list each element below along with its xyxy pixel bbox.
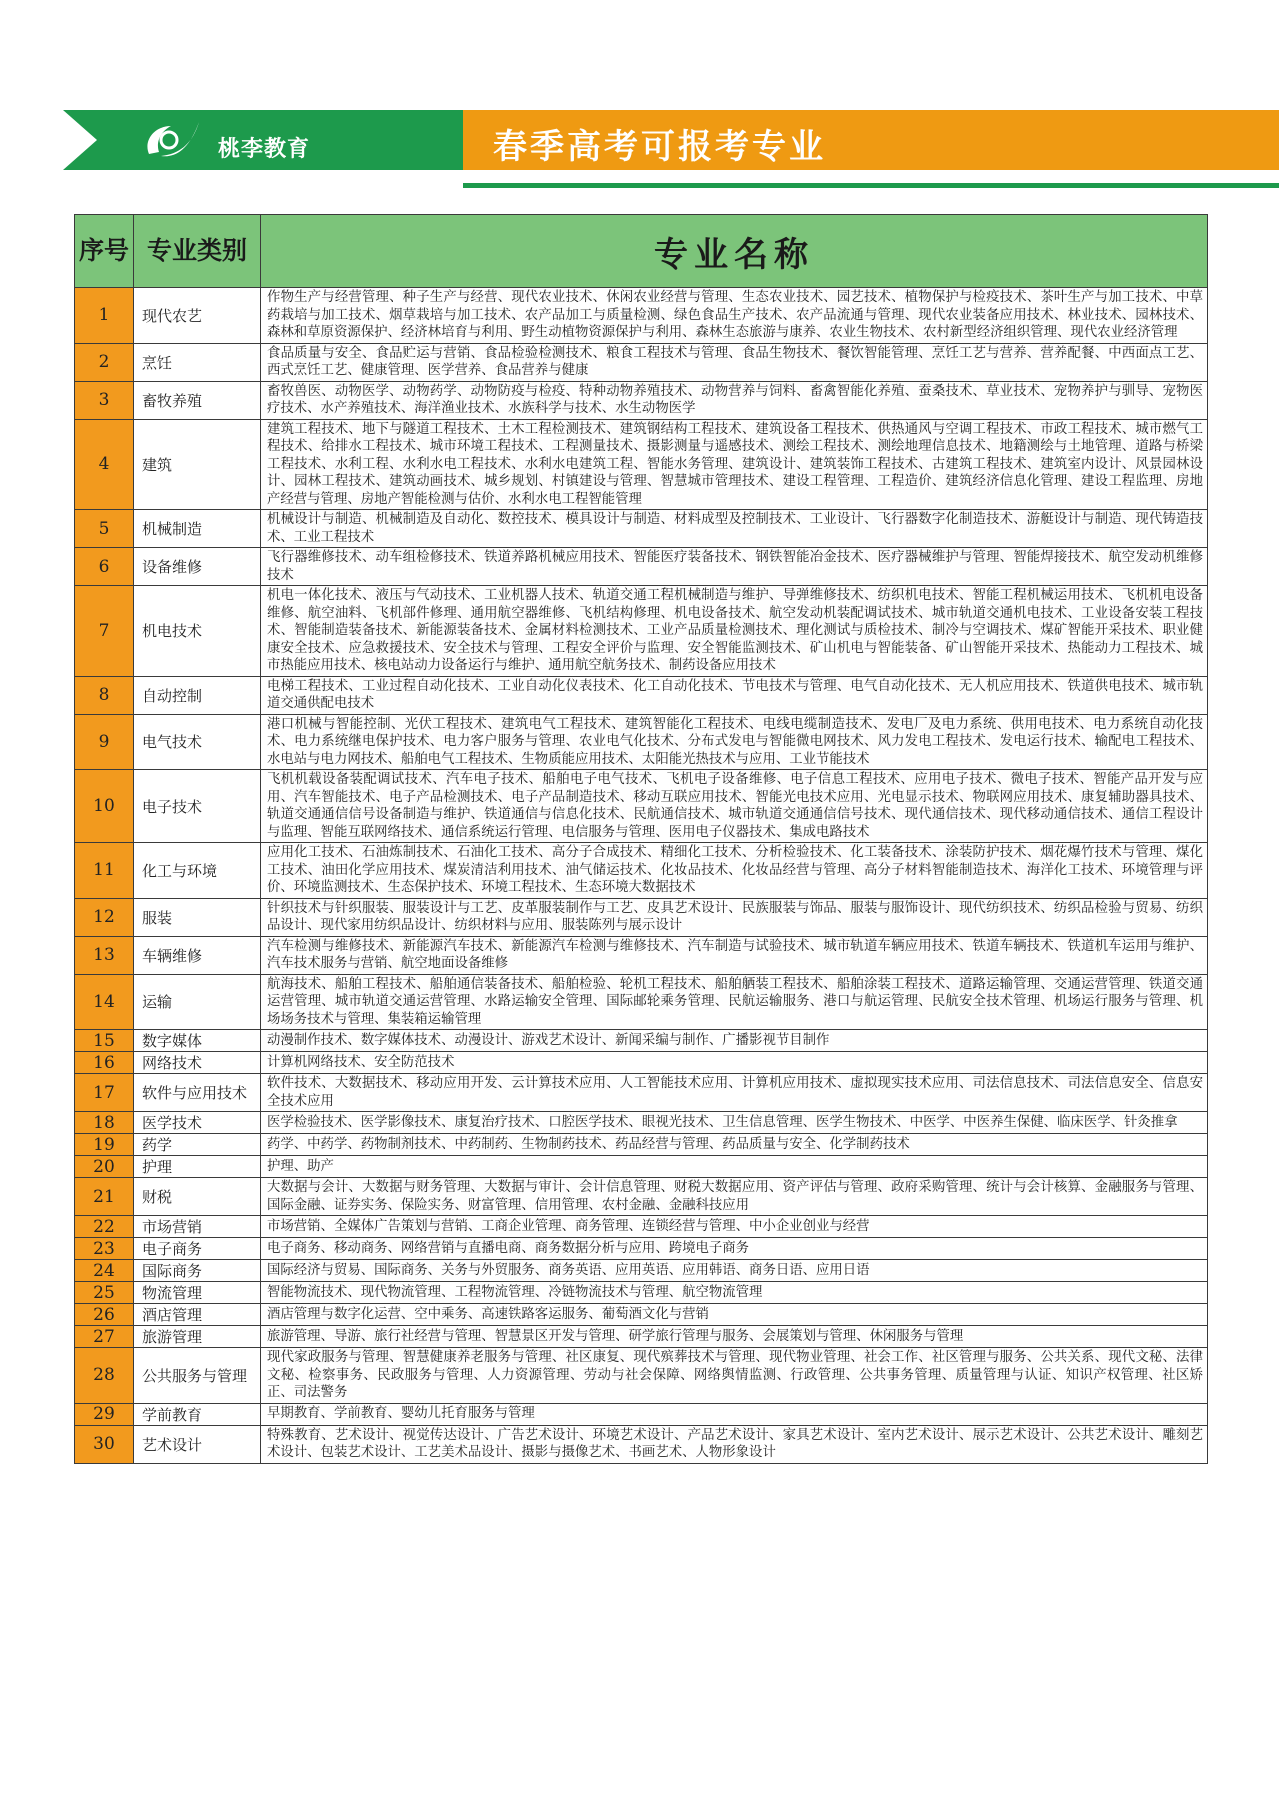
row-major-names: 飞行器维修技术、动车组检修技术、铁道养路机械应用技术、智能医疗装备技术、钢铁智能冶金技术、医疗器械维护与管理、智能焊接技术、航空发动机维修技术 <box>261 548 1208 586</box>
row-number: 12 <box>75 898 134 936</box>
table-row <box>75 1052 1208 1074</box>
row-number: 3 <box>75 381 134 419</box>
row-category: 建筑 <box>134 419 261 510</box>
table-row <box>75 1260 1208 1282</box>
row-major-names: 药学、中药学、药物制剂技术、中药制药、生物制药技术、药品经营与管理、药品质量与安全、化学制药技术 <box>261 1134 1208 1156</box>
row-category: 电子商务 <box>134 1238 261 1260</box>
row-category: 服装 <box>134 898 261 936</box>
row-major-names: 电子商务、移动商务、网络营销与直播电商、商务数据分析与应用、跨境电子商务 <box>261 1238 1208 1260</box>
table-header-row <box>75 215 1208 288</box>
row-major-names: 电梯工程技术、工业过程自动化技术、工业自动化仪表技术、化工自动化技术、节电技术与管理、电气自动化技术、无人机应用技术、铁道供电技术、城市轨道交通供配电技术 <box>261 676 1208 714</box>
title-panel <box>463 110 1279 170</box>
row-number: 23 <box>75 1238 134 1260</box>
row-number: 11 <box>75 843 134 899</box>
row-number: 13 <box>75 936 134 974</box>
row-category: 电气技术 <box>134 714 261 770</box>
row-category: 畜牧养殖 <box>134 381 261 419</box>
table-row <box>75 1304 1208 1326</box>
row-category: 公共服务与管理 <box>134 1348 261 1404</box>
table-row <box>75 1282 1208 1304</box>
table-row <box>75 1156 1208 1178</box>
row-number: 27 <box>75 1326 134 1348</box>
row-category: 烹饪 <box>134 343 261 381</box>
row-major-names: 作物生产与经营管理、种子生产与经营、现代农业技术、休闲农业经营与管理、生态农业技术、园艺技术、植物保护与检疫技术、茶叶生产与加工技术、中草药栽培与加工技术、烟草栽培与加工技术、农产品加工与质量检测、绿色食品生产技术、农产品流通与管理、现代农业装备应用技术、林业技术、园林技术、森林和草原资源保护、经济林培育与利用、野生动植物资源保护与利用、森林生态旅游与康养、农业生物技术、农村新型经济组织管理、现代农业经济管理 <box>261 288 1208 344</box>
row-major-names: 大数据与会计、大数据与财务管理、大数据与审计、会计信息管理、财税大数据应用、资产评估与管理、政府采购管理、统计与会计核算、金融服务与管理、国际金融、证券实务、保险实务、财富管理、信用管理、农村金融、金融科技应用 <box>261 1178 1208 1216</box>
row-category: 机电技术 <box>134 586 261 677</box>
row-number: 8 <box>75 676 134 714</box>
row-number: 14 <box>75 974 134 1030</box>
row-number: 26 <box>75 1304 134 1326</box>
row-category: 电子技术 <box>134 770 261 843</box>
row-number: 29 <box>75 1403 134 1425</box>
row-number: 22 <box>75 1216 134 1238</box>
row-major-names: 机电一体化技术、液压与气动技术、工业机器人技术、轨道交通工程机械制造与维护、导弹维修技术、纺织机电技术、智能工程机械运用技术、飞机机电设备维修、航空油料、飞机部件修理、通用航空器维修、飞机结构修理、机电设备技术、航空发动机装配调试技术、城市轨道交通机电技术、工业设备安装工程技术、智能制造装备技术、新能源装备技术、金属材料检测技术、工业产品质量检测技术、理化测试与质检技术、制冷与空调技术、煤矿智能开采技术、职业健康安全技术、应急救援技术、安全技术与管理、工程安全评价与监理、安全智能监测技术、矿山机电与智能装备、矿山智能开采技术、热能动力工程技术、城市热能应用技术、核电站动力设备运行与维护、通用航空航务技术、制药设备应用技术 <box>261 586 1208 677</box>
table-row <box>75 1238 1208 1260</box>
column-header-category: 专业类别 <box>134 215 261 288</box>
row-category: 自动控制 <box>134 676 261 714</box>
row-major-names: 特殊教育、艺术设计、视觉传达设计、广告艺术设计、环境艺术设计、产品艺术设计、家具艺术设计、室内艺术设计、展示艺术设计、公共艺术设计、雕刻艺术设计、包装艺术设计、工艺美术品设计、摄影与摄像艺术、书画艺术、人物形象设计 <box>261 1425 1208 1463</box>
row-number: 21 <box>75 1178 134 1216</box>
column-header-no: 序号 <box>75 215 134 288</box>
row-major-names: 现代家政服务与管理、智慧健康养老服务与管理、社区康复、现代殡葬技术与管理、现代物业管理、社会工作、社区管理与服务、公共关系、现代文秘、法律文秘、检察事务、民政服务与管理、人力资源管理、劳动与社会保障、网络舆情监测、行政管理、公共事务管理、质量管理与认证、知识产权管理、社区矫正、司法警务 <box>261 1348 1208 1404</box>
row-number: 16 <box>75 1052 134 1074</box>
row-category: 物流管理 <box>134 1282 261 1304</box>
table-row <box>75 1074 1208 1112</box>
table-row <box>75 974 1208 1030</box>
row-major-names: 食品质量与安全、食品贮运与营销、食品检验检测技术、粮食工程技术与管理、食品生物技术、餐饮智能管理、烹饪工艺与营养、营养配餐、中西面点工艺、西式烹饪工艺、健康管理、医学营养、食品营养与健康 <box>261 343 1208 381</box>
header-banner <box>63 110 1279 170</box>
row-major-names: 针织技术与针织服装、服装设计与工艺、皮革服装制作与工艺、皮具艺术设计、民族服装与饰品、服装与服饰设计、现代纺织技术、纺织品检验与贸易、纺织品设计、现代家用纺织品设计、纺织材料与应用、服装陈列与展示设计 <box>261 898 1208 936</box>
row-number: 18 <box>75 1112 134 1134</box>
table-row <box>75 1134 1208 1156</box>
table-row <box>75 1112 1208 1134</box>
row-major-names: 旅游管理、导游、旅行社经营与管理、智慧景区开发与管理、研学旅行管理与服务、会展策划与管理、休闲服务与管理 <box>261 1326 1208 1348</box>
row-category: 运输 <box>134 974 261 1030</box>
table-row <box>75 936 1208 974</box>
table-row <box>75 1425 1208 1463</box>
row-number: 19 <box>75 1134 134 1156</box>
row-number: 28 <box>75 1348 134 1404</box>
row-category: 酒店管理 <box>134 1304 261 1326</box>
table-row <box>75 510 1208 548</box>
row-category: 学前教育 <box>134 1403 261 1425</box>
row-major-names: 软件技术、大数据技术、移动应用开发、云计算技术应用、人工智能技术应用、计算机应用技术、虚拟现实技术应用、司法信息技术、司法信息安全、信息安全技术应用 <box>261 1074 1208 1112</box>
table-row <box>75 586 1208 677</box>
taoli-logo-icon <box>141 114 203 164</box>
row-number: 4 <box>75 419 134 510</box>
arrow-notch <box>63 110 97 170</box>
header-underline <box>463 183 1279 188</box>
row-number: 7 <box>75 586 134 677</box>
row-major-names: 汽车检测与维修技术、新能源汽车技术、新能源汽车检测与维修技术、汽车制造与试验技术、城市轨道车辆应用技术、铁道车辆技术、铁道机车运用与维护、汽车技术服务与营销、航空地面设备维修 <box>261 936 1208 974</box>
brand-name: 桃李教育 <box>218 137 311 162</box>
row-number: 17 <box>75 1074 134 1112</box>
table-row <box>75 714 1208 770</box>
row-number: 1 <box>75 288 134 344</box>
table-row <box>75 1178 1208 1216</box>
table-row <box>75 343 1208 381</box>
row-number: 5 <box>75 510 134 548</box>
table-row <box>75 1030 1208 1052</box>
row-major-names: 酒店管理与数字化运营、空中乘务、高速铁路客运服务、葡萄酒文化与营销 <box>261 1304 1208 1326</box>
table-row <box>75 770 1208 843</box>
row-category: 旅游管理 <box>134 1326 261 1348</box>
table-row <box>75 1403 1208 1425</box>
row-major-names: 航海技术、船舶工程技术、船舶通信装备技术、船舶检验、轮机工程技术、船舶舾装工程技术、船舶涂装工程技术、道路运输管理、交通运营管理、铁道交通运营管理、城市轨道交通运营管理、水路运输安全管理、国际邮轮乘务管理、民航运输服务、港口与航运管理、民航安全技术管理、机场运行服务与管理、机场场务技术与管理、集装箱运输管理 <box>261 974 1208 1030</box>
row-category: 财税 <box>134 1178 261 1216</box>
table-row <box>75 898 1208 936</box>
table-row <box>75 843 1208 899</box>
row-category: 现代农艺 <box>134 288 261 344</box>
page-title: 春季高考可报考专业 <box>493 127 826 167</box>
table-row <box>75 676 1208 714</box>
row-number: 30 <box>75 1425 134 1463</box>
row-major-names: 早期教育、学前教育、婴幼儿托育服务与管理 <box>261 1403 1208 1425</box>
table-row <box>75 1216 1208 1238</box>
table-row <box>75 419 1208 510</box>
row-major-names: 建筑工程技术、地下与隧道工程技术、土木工程检测技术、建筑钢结构工程技术、建筑设备工程技术、供热通风与空调工程技术、市政工程技术、城市燃气工程技术、给排水工程技术、城市环境工程技术、工程测量技术、摄影测量与遥感技术、测绘工程技术、测绘地理信息技术、地籍测绘与土地管理、道路与桥梁工程技术、水利工程、水利水电工程技术、水利水电建筑工程、智能水务管理、建筑设计、建筑装饰工程技术、古建筑工程技术、建筑室内设计、风景园林设计、园林工程技术、建筑动画技术、城乡规划、村镇建设与管理、智慧城市管理技术、建设工程管理、工程造价、建筑经济信息化管理、建设工程监理、房地产经营与管理、房地产智能检测与估价、水利水电工程智能管理 <box>261 419 1208 510</box>
table-row <box>75 288 1208 344</box>
row-major-names: 智能物流技术、现代物流管理、工程物流管理、冷链物流技术与管理、航空物流管理 <box>261 1282 1208 1304</box>
row-category: 数字媒体 <box>134 1030 261 1052</box>
row-category: 国际商务 <box>134 1260 261 1282</box>
majors-table <box>74 214 1208 1464</box>
row-major-names: 国际经济与贸易、国际商务、关务与外贸服务、商务英语、应用英语、应用韩语、商务日语、应用日语 <box>261 1260 1208 1282</box>
row-major-names: 护理、助产 <box>261 1156 1208 1178</box>
row-number: 6 <box>75 548 134 586</box>
row-category: 医学技术 <box>134 1112 261 1134</box>
column-header-names: 专业名称 <box>261 215 1208 288</box>
row-major-names: 应用化工技术、石油炼制技术、石油化工技术、高分子合成技术、精细化工技术、分析检验技术、化工装备技术、涂装防护技术、烟花爆竹技术与管理、煤化工技术、油田化学应用技术、煤炭清洁利用技术、油气储运技术、化妆品技术、化妆品经营与管理、高分子材料智能制造技术、海洋化工技术、环境管理与评价、环境监测技术、生态保护技术、环境工程技术、生态环境大数据技术 <box>261 843 1208 899</box>
row-major-names: 畜牧兽医、动物医学、动物药学、动物防疫与检疫、特种动物养殖技术、动物营养与饲料、畜禽智能化养殖、蚕桑技术、草业技术、宠物养护与驯导、宠物医疗技术、水产养殖技术、海洋渔业技术、水族科学与技术、水生动物医学 <box>261 381 1208 419</box>
row-number: 15 <box>75 1030 134 1052</box>
row-category: 设备维修 <box>134 548 261 586</box>
row-number: 2 <box>75 343 134 381</box>
row-category: 艺术设计 <box>134 1425 261 1463</box>
row-number: 10 <box>75 770 134 843</box>
row-major-names: 计算机网络技术、安全防范技术 <box>261 1052 1208 1074</box>
row-major-names: 港口机械与智能控制、光伏工程技术、建筑电气工程技术、建筑智能化工程技术、电线电缆制造技术、发电厂及电力系统、供用电技术、电力系统自动化技术、电力系统继电保护技术、电力客户服务与管理、农业电气化技术、分布式发电与智能微电网技术、风力发电工程技术、发电运行技术、输配电工程技术、水电站与电力网技术、船舶电气工程技术、生物质能应用技术、太阳能光热技术与应用、工业节能技术 <box>261 714 1208 770</box>
row-major-names: 动漫制作技术、数字媒体技术、动漫设计、游戏艺术设计、新闻采编与制作、广播影视节目制作 <box>261 1030 1208 1052</box>
row-number: 25 <box>75 1282 134 1304</box>
row-category: 软件与应用技术 <box>134 1074 261 1112</box>
table-body <box>75 288 1208 1464</box>
row-number: 24 <box>75 1260 134 1282</box>
row-major-names: 飞机机载设备装配调试技术、汽车电子技术、船舶电子电气技术、飞机电子设备维修、电子信息工程技术、应用电子技术、微电子技术、智能产品开发与应用、汽车智能技术、电子产品检测技术、电子产品制造技术、移动互联应用技术、智能光电技术应用、光电显示技术、物联网应用技术、康复辅助器具技术、轨道交通通信信号设备制造与维护、铁道通信与信息化技术、民航通信技术、城市轨道交通通信信号技术、现代通信技术、现代移动通信技术、通信工程设计与监理、智能互联网络技术、通信系统运行管理、电信服务与管理、医用电子仪器技术、集成电路技术 <box>261 770 1208 843</box>
row-category: 化工与环境 <box>134 843 261 899</box>
table-row <box>75 548 1208 586</box>
row-category: 市场营销 <box>134 1216 261 1238</box>
table-row <box>75 1326 1208 1348</box>
row-major-names: 机械设计与制造、机械制造及自动化、数控技术、模具设计与制造、材料成型及控制技术、工业设计、飞行器数字化制造技术、游艇设计与制造、现代铸造技术、工业工程技术 <box>261 510 1208 548</box>
row-number: 9 <box>75 714 134 770</box>
row-category: 车辆维修 <box>134 936 261 974</box>
table-row <box>75 381 1208 419</box>
table-row <box>75 1348 1208 1404</box>
row-number: 20 <box>75 1156 134 1178</box>
row-category: 网络技术 <box>134 1052 261 1074</box>
row-category: 护理 <box>134 1156 261 1178</box>
row-category: 药学 <box>134 1134 261 1156</box>
row-category: 机械制造 <box>134 510 261 548</box>
row-major-names: 市场营销、全媒体广告策划与营销、工商企业管理、商务管理、连锁经营与管理、中小企业创业与经营 <box>261 1216 1208 1238</box>
row-major-names: 医学检验技术、医学影像技术、康复治疗技术、口腔医学技术、眼视光技术、卫生信息管理、医学生物技术、中医学、中医养生保健、临床医学、针灸推拿 <box>261 1112 1208 1134</box>
